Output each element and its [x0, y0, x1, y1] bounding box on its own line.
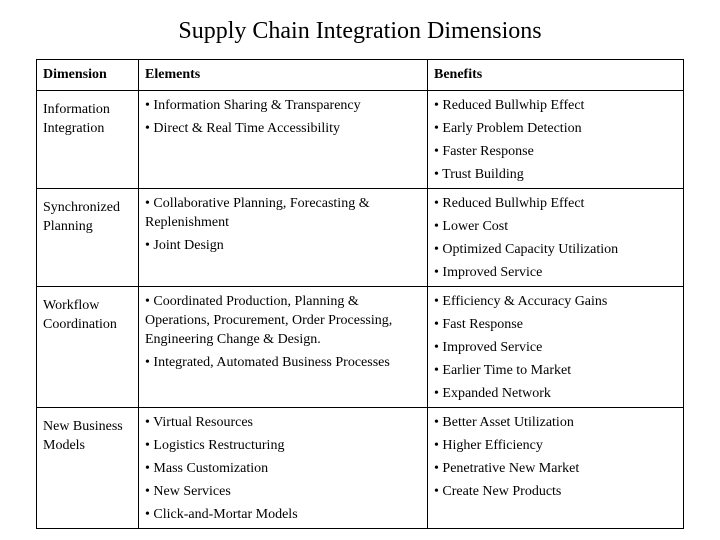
benefit-item: • Improved Service: [434, 265, 543, 280]
dimension-label: New Business Models: [43, 419, 123, 453]
benefit-item: • Optimized Capacity Utilization: [434, 242, 619, 257]
element-item: • Mass Customization: [145, 461, 269, 476]
element-item: • Coordinated Production, Planning & Operations, Procurement, Order Processing, Engineering Change & Design.: [145, 294, 393, 347]
dimension-label: Information Integration: [43, 102, 110, 136]
dimension-cell: [37, 91, 139, 189]
benefit-item: • Reduced Bullwhip Effect: [434, 98, 585, 113]
benefit-item: • Improved Service: [434, 340, 543, 355]
benefits-cell: [428, 189, 684, 287]
benefit-item: • Trust Building: [434, 167, 524, 182]
benefit-item: • Efficiency & Accuracy Gains: [434, 294, 608, 309]
table-row: [37, 91, 684, 189]
header-elements: Elements: [139, 60, 428, 91]
element-item: • Click-and-Mortar Models: [145, 507, 298, 522]
dimension-cell: [37, 287, 139, 408]
element-item: • Logistics Restructuring: [145, 438, 285, 453]
integration-dimensions-table: [36, 59, 684, 529]
element-item: • Direct & Real Time Accessibility: [145, 121, 341, 136]
header-row: [37, 60, 684, 91]
benefit-item: • Fast Response: [434, 317, 523, 332]
benefit-item: • Penetrative New Market: [434, 461, 580, 476]
elements-cell: [139, 91, 428, 189]
benefits-cell: [428, 408, 684, 529]
table-row: [37, 408, 684, 529]
element-item: • Joint Design: [145, 238, 224, 253]
benefit-item: • Higher Efficiency: [434, 438, 543, 453]
element-item: • Virtual Resources: [145, 415, 254, 430]
benefit-item: • Early Problem Detection: [434, 121, 582, 136]
benefit-item: • Better Asset Utilization: [434, 415, 574, 430]
dimension-label: Workflow Coordination: [43, 298, 117, 332]
element-item: • Collaborative Planning, Forecasting & Replenishment: [145, 196, 370, 230]
header-benefits: Benefits: [428, 60, 684, 91]
benefit-item: • Earlier Time to Market: [434, 363, 572, 378]
table-row: [37, 287, 684, 408]
page-title: Supply Chain Integration Dimensions: [178, 18, 542, 44]
benefit-item: • Faster Response: [434, 144, 534, 159]
element-item: • New Services: [145, 484, 231, 499]
dimension-cell: [37, 189, 139, 287]
dimension-label: Synchronized Planning: [43, 200, 120, 234]
element-item: • Integrated, Automated Business Processes: [145, 355, 390, 370]
elements-cell: [139, 408, 428, 529]
element-item: • Information Sharing & Transparency: [145, 98, 361, 113]
dimension-cell: [37, 408, 139, 529]
header-dimension: Dimension: [37, 60, 139, 91]
benefit-item: • Create New Products: [434, 484, 562, 499]
benefit-item: • Lower Cost: [434, 219, 509, 234]
benefits-cell: [428, 287, 684, 408]
benefits-cell: [428, 91, 684, 189]
benefit-item: • Reduced Bullwhip Effect: [434, 196, 585, 211]
elements-cell: [139, 287, 428, 408]
elements-cell: [139, 189, 428, 287]
benefit-item: • Expanded Network: [434, 386, 551, 401]
table-row: [37, 189, 684, 287]
